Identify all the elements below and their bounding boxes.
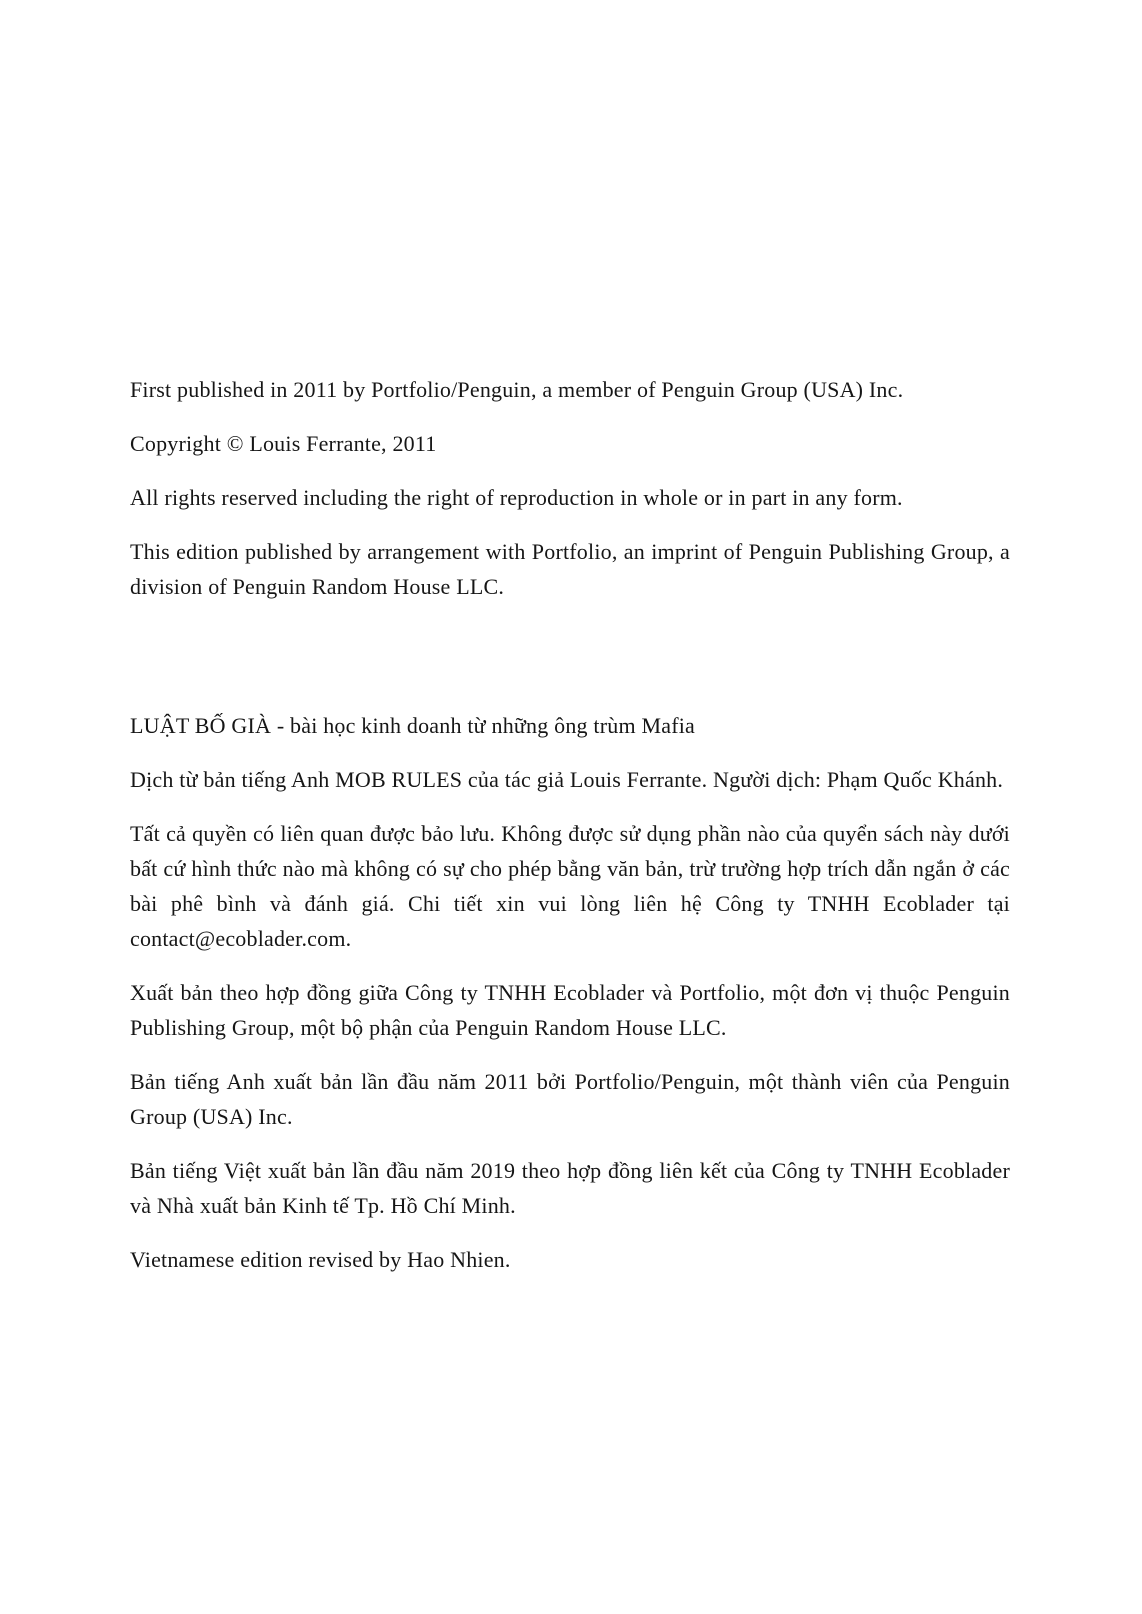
revision-credit-line: Vietnamese edition revised by Hao Nhien. xyxy=(130,1247,511,1272)
vietnamese-title-line: LUẬT BỐ GIÀ - bài học kinh doanh từ những ông trùm Mafia xyxy=(130,713,696,738)
translation-credit-line: Dịch từ bản tiếng Anh MOB RULES của tác giả Louis Ferrante. Người dịch: Phạm Quốc Khánh. xyxy=(130,767,1004,792)
vietnamese-rights-line: Tất cả quyền có liên quan được bảo lưu. Không được sử dụng phần nào của quyển sách này dưới bất cứ hình thức nào mà không có sự cho phép bằng văn bản, trừ trường hợp trích dẫn ngắn ở các bài phê bình và đánh giá. Chi tiết xin vui lòng liên hệ Công ty TNHH Ecoblader tại contact@ecoblader.com. xyxy=(130,821,1010,951)
english-copyright-section xyxy=(130,372,1010,604)
section-divider-gap xyxy=(130,604,1010,708)
rights-reserved-line: All rights reserved including the right of reproduction in whole or in part in any form. xyxy=(130,485,903,510)
vietnamese-edition-note-line: Bản tiếng Việt xuất bản lần đầu năm 2019 theo hợp đồng liên kết của Công ty TNHH Ecoblader và Nhà xuất bản Kinh tế Tp. Hồ Chí Minh. xyxy=(130,1158,1010,1218)
vietnamese-copyright-section xyxy=(130,708,1010,1277)
english-edition-note-line: Bản tiếng Anh xuất bản lần đầu năm 2011 bởi Portfolio/Penguin, một thành viên của Penguin Group (USA) Inc. xyxy=(130,1069,1010,1129)
edition-arrangement-line: This edition published by arrangement with Portfolio, an imprint of Penguin Publishing Group, a division of Penguin Random House LLC. xyxy=(130,539,1010,599)
first-published-line: First published in 2011 by Portfolio/Penguin, a member of Penguin Group (USA) Inc. xyxy=(130,377,904,402)
publishing-agreement-line: Xuất bản theo hợp đồng giữa Công ty TNHH Ecoblader và Portfolio, một đơn vị thuộc Penguin Publishing Group, một bộ phận của Penguin Random House LLC. xyxy=(130,980,1010,1040)
copyright-line: Copyright © Louis Ferrante, 2011 xyxy=(130,431,437,456)
